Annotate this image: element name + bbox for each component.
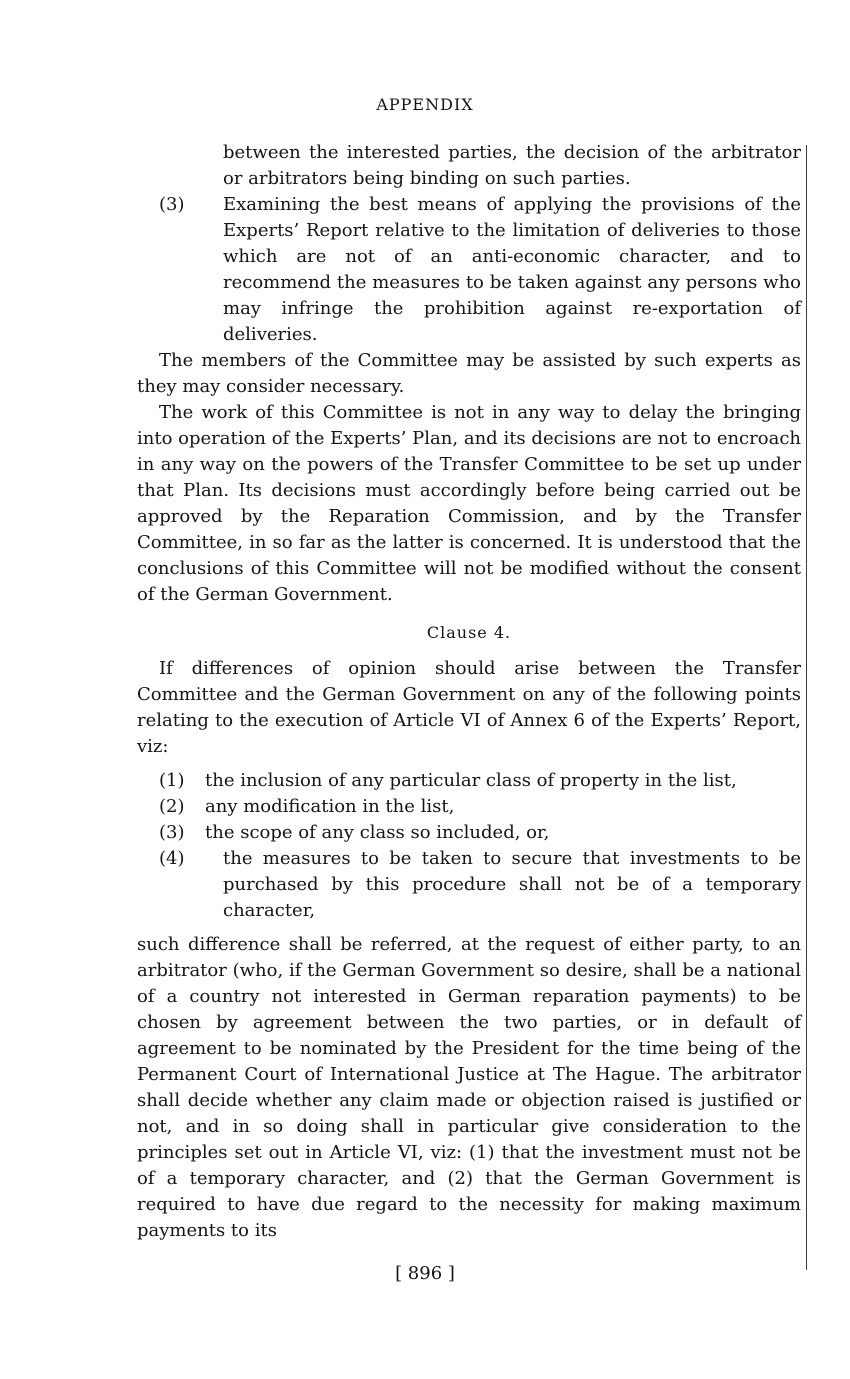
item-text: the inclusion of any particular class of property in the list, bbox=[205, 770, 737, 791]
paragraph-members: The members of the Committee may be assisted by such experts as they may consider necessary. bbox=[137, 350, 801, 397]
continued-paragraph: between the interested parties, the decision of the arbitrator or arbitrators being binding on such parties. bbox=[223, 142, 801, 189]
item-number: (1) bbox=[159, 770, 185, 791]
list-item bbox=[137, 820, 801, 846]
points-list bbox=[137, 768, 801, 924]
paragraph-work: The work of this Committee is not in any way to delay the bringing into operation of the Experts’ Plan, and its decisions are not to encroach in any way on the powers of the Transfer Committee to be set up under that Plan. Its decisions must accordingly before being carried out be approved by the Reparation Commission, and by the Transfer Committee, in so far as the latter is concerned. It is understood that the conclusions of this Committee will not be modified without the consent of the German Government. bbox=[137, 402, 801, 605]
list-item bbox=[137, 794, 801, 820]
paragraph-differences: If differences of opinion should arise between the Transfer Committee and the German Government on any of the following points relating to the execution of Article VI of Annex 6 of the Experts’ Report, viz: bbox=[137, 658, 801, 757]
paragraph-such-difference: such difference shall be referred, at the request of either party, to an arbitrator (who, if the German Government so desire, shall be a national of a country not interested in German reparation payments) to be chosen by agreement between the two parties, or in default of agreement to be nominated by the President for the time being of the Permanent Court of International Justice at The Hague. The arbitrator shall decide whether any claim made or objection raised is justified or not, and in so doing shall in particular give consideration to the principles set out in Article VI, viz: (1) that the investment must not be of a temporary character, and (2) that the German Government is required to have due regard to the necessity for making maximum payments to its bbox=[137, 934, 801, 1241]
item-text: any modification in the list, bbox=[205, 796, 455, 817]
margin-rule bbox=[806, 145, 807, 1270]
list-item bbox=[137, 768, 801, 794]
item-number: (4) bbox=[159, 848, 185, 869]
clause-heading: Clause 4. bbox=[426, 623, 512, 642]
item-number: (3) bbox=[159, 194, 185, 215]
list-item-3-examining bbox=[137, 192, 801, 348]
item-number: (3) bbox=[159, 822, 185, 843]
item-text: the scope of any class so included, or, bbox=[205, 822, 550, 843]
running-header: APPENDIX bbox=[376, 95, 474, 114]
page-number: [ 896 ] bbox=[395, 1263, 455, 1284]
item-number: (2) bbox=[159, 796, 185, 817]
item-text: the measures to be taken to secure that investments to be purchased by this procedure shall not be of a temporary character, bbox=[223, 848, 801, 921]
item-text: Examining the best means of applying the provisions of the Experts’ Report relative to the limitation of deliveries to those which are not of an anti-economic character, and to recommend the measures to be taken against any persons who may infringe the prohibition against re-exportation of deliveries. bbox=[223, 194, 801, 345]
list-item bbox=[137, 846, 801, 924]
page-body bbox=[137, 140, 801, 1244]
